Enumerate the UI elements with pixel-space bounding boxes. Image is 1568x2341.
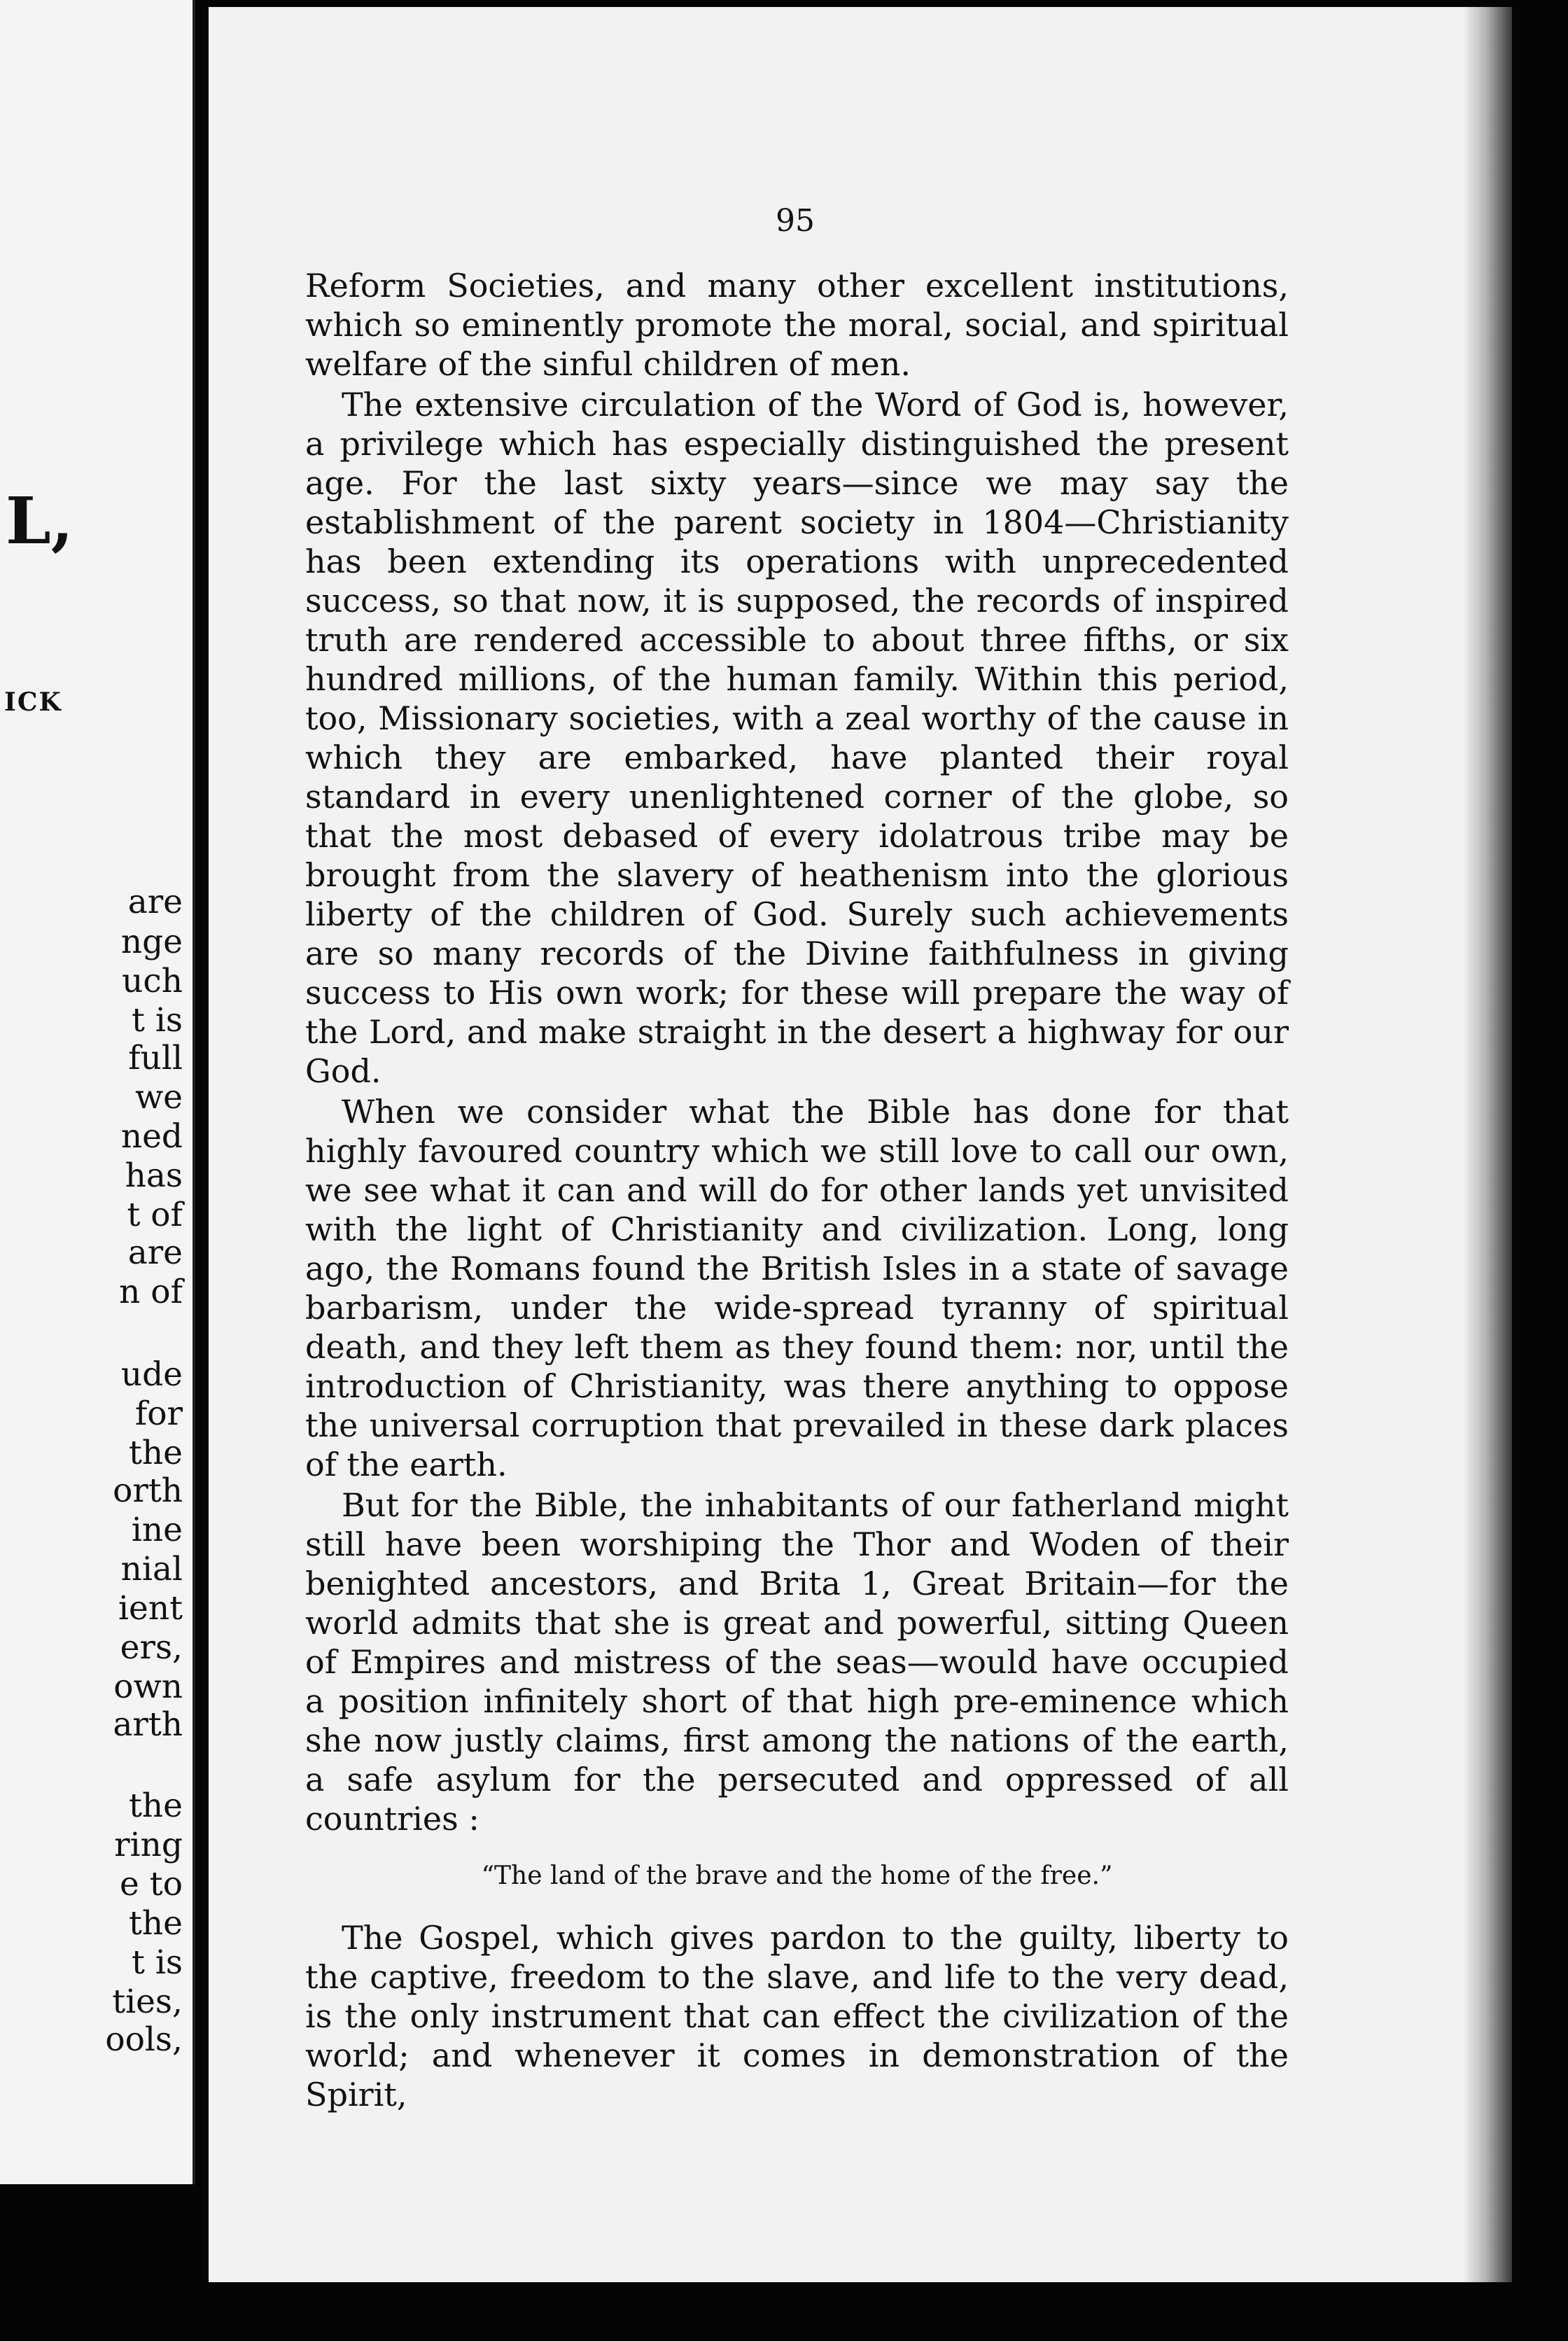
- left-page-line-fragment: ers,: [120, 1628, 183, 1667]
- quoted-verse: “The land of the brave and the home of the free.”: [481, 1861, 1113, 1890]
- left-page-line-fragment: own: [113, 1668, 183, 1706]
- left-page-line-fragment: are: [127, 883, 183, 921]
- left-page-line-fragment: are: [127, 1234, 183, 1272]
- paragraph: But for the Bible, the inhabitants of our fatherland might still have been worshiping the Thor and Woden of their benighted ancestors, and Brita 1, Great Britain—for the world admits that she is great and powerful, sitting Queen of Empires and mistress of the seas—would have occupied a position infinitely short of that high pre-eminence which she now justly claims, first among the nations of the earth, a safe asylum for the persecuted and oppressed of all countries :: [305, 1486, 1289, 1838]
- page-number: 95: [776, 203, 815, 239]
- left-page-line-fragment: ude: [120, 1355, 183, 1394]
- left-page-line-fragment: ient: [118, 1589, 183, 1628]
- left-page-line-fragment: the: [129, 1904, 183, 1943]
- left-page-line-fragment: the: [129, 1787, 183, 1825]
- left-page-line-fragment: ned: [120, 1117, 183, 1156]
- paragraph: The Gospel, which gives pardon to the guilty, liberty to the captive, freedom to the slave, and life to the very dead, is the only instrument that can effect the civilization of the world; and whenever it comes in demonstration of the Spirit,: [305, 1919, 1289, 2113]
- left-page-line-fragment: for: [134, 1395, 183, 1433]
- left-page-line-fragment: full: [128, 1039, 183, 1077]
- left-page-line-fragment: t is: [132, 1001, 183, 1040]
- left-page-line-fragment: ties,: [112, 1983, 183, 2021]
- body-text: [305, 266, 1289, 2114]
- left-page-line-fragment: t is: [132, 1943, 183, 1982]
- left-page-line-fragment: arth: [113, 1705, 183, 1744]
- left-page-line-fragment: orth: [113, 1472, 183, 1510]
- left-page-line-fragment: uch: [122, 962, 183, 1000]
- binding-shadow: [1463, 7, 1512, 2282]
- paragraph: When we consider what the Bible has done for that highly favoured country which we still love to call our own, we see what it can and will do for other lands yet unvisited with the light of Christianity and civilization. Long, long ago, the Romans found the British Isles in a state of savage barbarism, under the wide-spread tyranny of spiritual death, and they left them as they found them: nor, until the introduction of Christianity, was there anything to oppose the universal corruption that prevailed in these dark places of the earth.: [305, 1093, 1289, 1483]
- left-page-line-fragment: n of: [119, 1273, 183, 1311]
- left-page-line-fragment: nge: [120, 923, 183, 961]
- left-page-heading-fragment: L,: [6, 483, 74, 559]
- left-page-line-fragment: ools,: [105, 2020, 183, 2059]
- left-page-line-fragment: has: [125, 1156, 183, 1195]
- left-page-line-fragment: we: [134, 1078, 183, 1117]
- left-page-subheading-fragment: ICK: [4, 687, 62, 717]
- left-page-line-fragment: ring: [114, 1826, 183, 1864]
- left-page-line-fragment: nial: [120, 1550, 183, 1588]
- book-page: [209, 7, 1512, 2282]
- paragraph: The extensive circulation of the Word of God is, however, a privilege which has especially distinguished the present age. For the last sixty years—since we may say the establishment of the parent society in 1804—Christianity has been extending its operations with unprecedented success, so that now, it is supposed, the records of inspired truth are rendered accessible to about three fifths, or six hundred millions, of the human family. Within this period, too, Missionary societies, with a zeal worthy of the cause in which they are embarked, have planted their royal standard in every unenlightened corner of the globe, so that the most debased of every idolatrous tribe may be brought from the slavery of heathenism into the glorious liberty of the children of God. Surely such achievements are so many records of the Divine faithfulness in giving success to His own work; for these will prepare the way of the Lord, and make straight in the desert a highway for our God.: [305, 386, 1289, 1090]
- left-page-line-fragment: e to: [120, 1865, 183, 1903]
- previous-page-edge: [0, 0, 195, 2184]
- left-page-line-fragment: ine: [131, 1511, 183, 1549]
- left-page-line-fragment: t of: [127, 1196, 183, 1234]
- paragraph: Reform Societies, and many other excellent institutions, which so eminently promote the moral, social, and spiritual welfare of the sinful children of men.: [305, 267, 1289, 383]
- left-page-line-fragment: the: [129, 1434, 183, 1472]
